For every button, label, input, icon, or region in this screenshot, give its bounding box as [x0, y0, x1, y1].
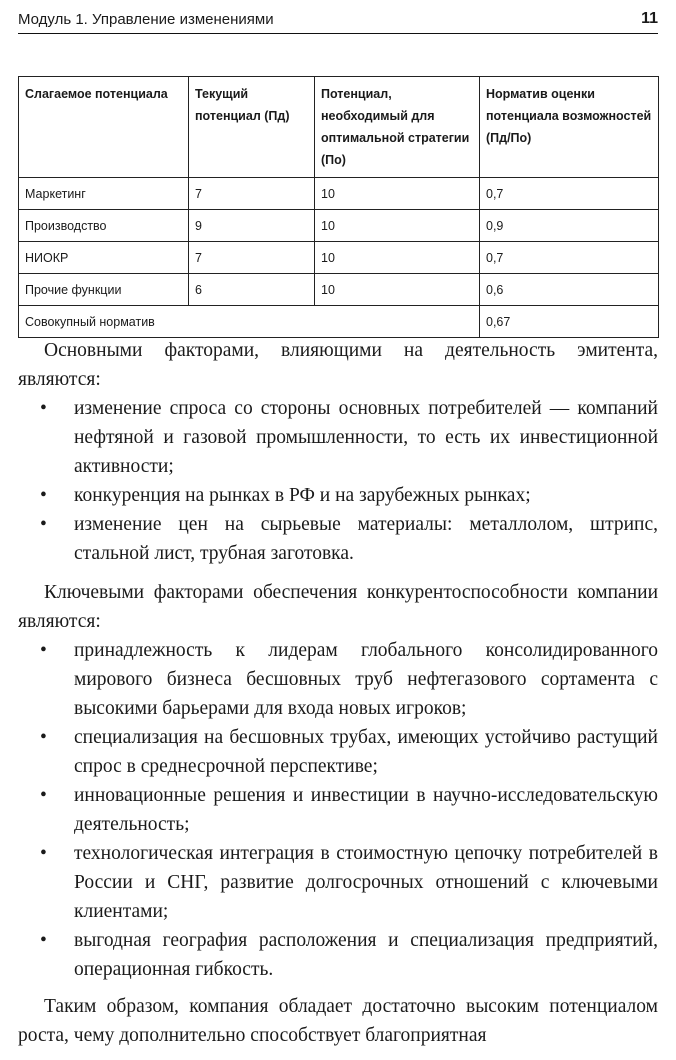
column-header: Норматив оценки потенциала возможностей (Пд/По) [480, 77, 659, 178]
table-cell: НИОКР [19, 242, 189, 274]
bullet-icon: • [40, 514, 47, 535]
factors-section [18, 336, 658, 568]
total-value: 0,67 [480, 306, 659, 338]
table-row [19, 210, 659, 242]
list-item-text: конкуренция на рынках в РФ и на зарубежных рынках; [74, 485, 531, 506]
table-cell: Маркетинг [19, 178, 189, 210]
bullet-icon: • [40, 843, 47, 864]
bullet-icon: • [40, 485, 47, 506]
list-item [18, 394, 658, 481]
bullet-list [18, 394, 658, 568]
header-rule [18, 33, 658, 34]
list-item [18, 781, 658, 839]
list-item [18, 926, 658, 984]
table-total-row [19, 306, 659, 338]
list-item [18, 723, 658, 781]
bullet-icon: • [40, 640, 47, 661]
table-header-row [19, 77, 659, 178]
bullet-icon: • [40, 785, 47, 806]
list-item-text: инновационные решения и инвестиции в научно-исследовательскую деятельность; [74, 785, 658, 835]
paragraph: Ключевыми факторами обеспечения конкурентоспособности компании являются: [18, 582, 658, 632]
list-item-text: специализация на бесшовных трубах, имеющих устойчиво растущий спрос в среднесрочной перспективе; [74, 727, 658, 777]
table-cell: 0,6 [480, 274, 659, 306]
running-header [18, 6, 658, 32]
table-row [19, 178, 659, 210]
column-header: Слагаемое потенциала [19, 77, 189, 178]
table-cell: 10 [315, 274, 480, 306]
bullet-icon: • [40, 727, 47, 748]
table-row [19, 242, 659, 274]
column-header: Текущий потенциал (Пд) [189, 77, 315, 178]
column-header: Потенциал, необходимый для оптимальной стратегии (По) [315, 77, 480, 178]
list-item-text: изменение спроса со стороны основных потребителей — компаний нефтяной и газовой промышленности, то есть их инвестиционной активности; [74, 398, 658, 477]
table-cell: 7 [189, 242, 315, 274]
bullet-icon: • [40, 930, 47, 951]
table-cell: 6 [189, 274, 315, 306]
list-item [18, 636, 658, 723]
potential-table [18, 76, 659, 338]
list-item-text: изменение цен на сырьевые материалы: металлолом, штрипс, стальной лист, трубная заготовка. [74, 514, 658, 564]
page-number: 11 [641, 10, 658, 27]
total-label: Совокупный норматив [19, 306, 480, 338]
table-cell: 7 [189, 178, 315, 210]
paragraph: Таким образом, компания обладает достаточно высоким потенциалом роста, чему дополнительно способствует благоприятная [18, 996, 658, 1046]
table-cell: 0,9 [480, 210, 659, 242]
list-item [18, 481, 658, 510]
table-cell: 9 [189, 210, 315, 242]
list-item-text: принадлежность к лидерам глобального консолидированного мирового бизнеса бесшовных труб нефтегазового сортамента с высокими барьерами для входа новых игроков; [74, 640, 658, 719]
bullet-icon: • [40, 398, 47, 419]
bullet-list [18, 636, 658, 984]
table-cell: 10 [315, 210, 480, 242]
list-item-text: технологическая интеграция в стоимостную цепочку потребителей в России и СНГ, развитие долгосрочных отношений с ключевыми клиентами; [74, 843, 658, 922]
table-cell: Прочие функции [19, 274, 189, 306]
competitiveness-section [18, 578, 658, 984]
table-cell: Производство [19, 210, 189, 242]
list-item-text: выгодная география расположения и специализация предприятий, операционная гибкость. [74, 930, 658, 980]
list-item [18, 510, 658, 568]
table-cell: 0,7 [480, 178, 659, 210]
conclusion-section [18, 992, 658, 1050]
paragraph: Основными факторами, влияющими на деятельность эмитента, являются: [18, 340, 658, 390]
list-item [18, 839, 658, 926]
table-cell: 10 [315, 242, 480, 274]
table-row [19, 274, 659, 306]
table-cell: 0,7 [480, 242, 659, 274]
module-title: Модуль 1. Управление изменениями [18, 10, 274, 28]
table-cell: 10 [315, 178, 480, 210]
